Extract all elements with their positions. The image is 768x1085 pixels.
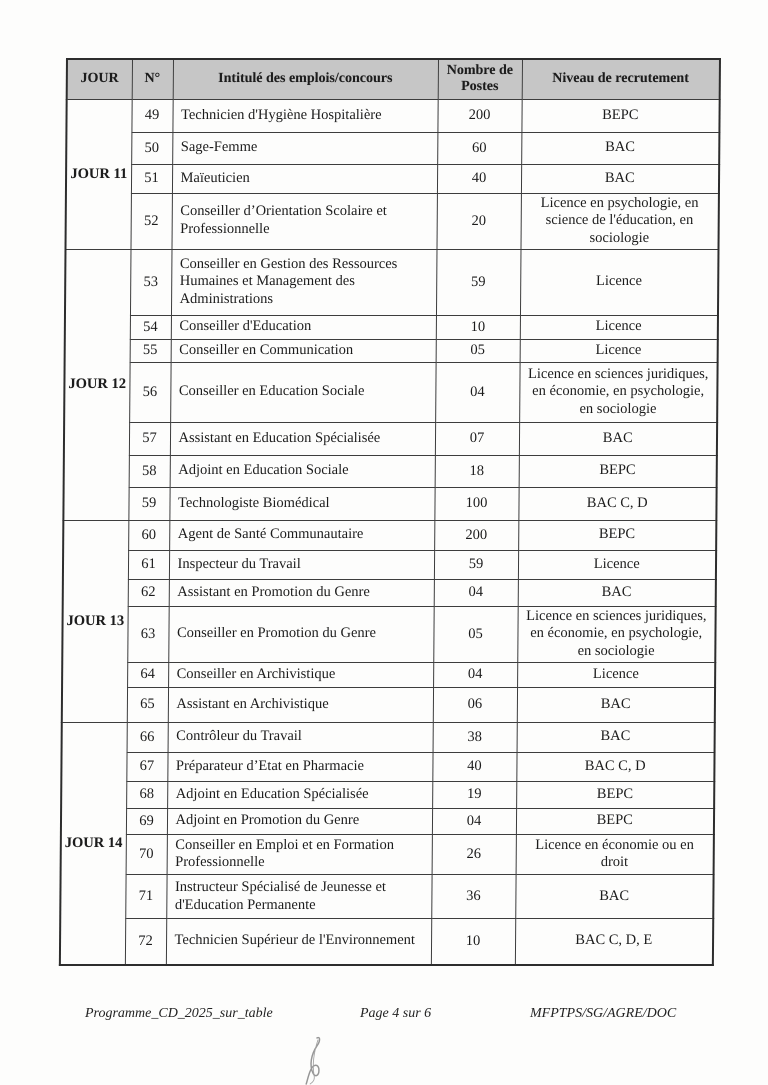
table-row: [66, 132, 719, 164]
row-number: 62: [128, 579, 169, 606]
recruitment-level: Licence: [520, 249, 719, 315]
table-row: [61, 834, 714, 874]
recruitment-level: Licence en sciences juridiques, en économie, en psychologie, en sociologie: [519, 362, 717, 422]
job-title: Conseiller en Communication: [171, 339, 436, 362]
col-header-niveau: Niveau de recrutement: [522, 59, 720, 99]
table-row: [62, 662, 715, 687]
post-count: 10: [436, 315, 520, 339]
page-footer: [0, 1006, 768, 1028]
row-number: 49: [131, 99, 172, 132]
post-count: 18: [435, 455, 519, 487]
job-title: Conseiller en Emploi et en Formation Professionnelle: [167, 834, 432, 874]
recruitment-level: Licence en sciences juridiques, en économie, en psychologie, en sociologie: [517, 606, 715, 662]
job-title: Inspecteur du Travail: [169, 550, 434, 579]
table-row: [61, 752, 714, 781]
post-count: 07: [435, 422, 519, 455]
recruitment-level: Licence: [517, 662, 715, 687]
row-number: 55: [130, 339, 171, 362]
job-title: Maïeuticien: [172, 164, 437, 193]
post-count: 26: [432, 834, 516, 874]
post-count: 59: [434, 550, 518, 579]
table-row: [65, 339, 718, 362]
job-title: Adjoint en Education Spécialisée: [167, 781, 432, 808]
row-number: 56: [129, 362, 170, 422]
post-count: 05: [436, 339, 520, 362]
recruitment-schedule-table: [59, 58, 721, 966]
row-number: 54: [130, 315, 171, 339]
recruitment-level: BAC: [519, 422, 717, 455]
job-title: Agent de Santé Communautaire: [169, 520, 434, 550]
job-title: Conseiller en Gestion des Ressources Humaines et Management des Administrations: [171, 249, 437, 315]
row-number: 65: [127, 687, 168, 722]
post-count: 40: [437, 164, 521, 193]
job-title: Assistant en Archivistique: [168, 687, 433, 722]
col-header-intitule: Intitulé des emplois/concours: [173, 59, 438, 99]
job-title: Technologiste Biomédical: [169, 487, 434, 520]
row-number: 60: [128, 520, 169, 550]
post-count: 38: [433, 722, 517, 752]
job-title: Conseiller d’Orientation Scolaire et Professionnelle: [171, 193, 436, 249]
row-number: 70: [126, 834, 167, 874]
post-count: 04: [433, 662, 517, 687]
row-number: 63: [127, 606, 168, 662]
job-title: Conseiller en Education Sociale: [170, 362, 435, 422]
header-row: [67, 59, 720, 99]
recruitment-level: BEPC: [518, 520, 716, 550]
table-row: [62, 687, 715, 722]
table-row: [65, 193, 718, 249]
row-number: 71: [125, 875, 166, 919]
post-count: 40: [432, 752, 516, 781]
table-row: [60, 919, 713, 965]
job-title: Contrôleur du Travail: [168, 722, 433, 752]
table-row: [61, 808, 714, 834]
post-count: 20: [436, 193, 520, 249]
recruitment-level: Licence: [520, 315, 718, 339]
table-row: [63, 579, 716, 606]
post-count: 100: [434, 487, 518, 520]
row-number: 57: [129, 422, 170, 455]
post-count: 200: [434, 520, 518, 550]
post-count: 60: [437, 132, 521, 164]
recruitment-level: BEPC: [519, 455, 717, 487]
row-number: 61: [128, 550, 169, 579]
row-number: 67: [126, 752, 167, 781]
recruitment-level: BAC: [515, 875, 713, 919]
recruitment-level: Licence: [518, 550, 716, 579]
post-count: 10: [431, 919, 515, 965]
row-number: 53: [130, 249, 172, 315]
job-title: Conseiller en Archivistique: [168, 662, 433, 687]
jour-group-label: JOUR 11: [65, 99, 131, 249]
job-title: Technicien Supérieur de l'Environnement: [166, 919, 431, 965]
recruitment-level: BAC: [517, 687, 715, 722]
footer-reference: MFPTPS/SG/AGRE/DOC: [530, 1006, 677, 1021]
table-row: [66, 99, 719, 132]
post-count: 200: [437, 99, 521, 132]
table-body: [60, 99, 720, 965]
col-header-jour: JOUR: [67, 59, 132, 99]
post-count: 04: [434, 579, 518, 606]
recruitment-level: BEPC: [516, 781, 714, 808]
col-header-numero: N°: [132, 59, 173, 99]
row-number: 66: [127, 722, 168, 752]
jour-group-label: JOUR 14: [60, 722, 127, 964]
job-title: Adjoint en Promotion du Genre: [167, 808, 432, 834]
row-number: 69: [126, 808, 167, 834]
job-title: Adjoint en Education Sociale: [170, 455, 435, 487]
recruitment-level: BAC C, D: [516, 752, 714, 781]
recruitment-level: BEPC: [516, 808, 714, 834]
row-number: 50: [131, 132, 172, 164]
pen-scribble-mark: [296, 1036, 336, 1085]
job-title: Technicien d'Hygiène Hospitalière: [172, 99, 437, 132]
job-title: Assistant en Promotion du Genre: [169, 579, 434, 606]
recruitment-level: BAC C, D: [518, 487, 716, 520]
recruitment-level: BAC: [521, 132, 719, 164]
table-row: [60, 875, 713, 919]
table-header: [67, 59, 720, 99]
table-row: [64, 455, 717, 487]
post-count: 04: [435, 362, 519, 422]
row-number: 59: [128, 487, 169, 520]
recruitment-level: BEPC: [521, 99, 719, 132]
table-row: [63, 550, 716, 579]
recruitment-level: Licence en psychologie, en science de l'éducation, en sociologie: [520, 193, 718, 249]
table-row: [63, 487, 716, 520]
row-number: 64: [127, 662, 168, 687]
job-title: Préparateur d’Etat en Pharmacie: [167, 752, 432, 781]
table-row: [63, 520, 716, 550]
table-row: [62, 606, 715, 662]
job-title: Instructeur Spécialisé de Jeunesse et d'Education Permanente: [166, 875, 431, 919]
post-count: 59: [436, 249, 521, 315]
recruitment-level: Licence en économie ou en droit: [516, 834, 714, 874]
post-count: 19: [432, 781, 516, 808]
row-number: 72: [125, 919, 166, 965]
table-row: [65, 315, 718, 339]
row-number: 68: [126, 781, 167, 808]
post-count: 04: [432, 808, 516, 834]
table-row: [61, 781, 714, 808]
table-row: [65, 249, 719, 315]
job-title: Conseiller en Promotion du Genre: [168, 606, 433, 662]
job-title: Sage-Femme: [172, 132, 437, 164]
footer-filename: Programme_CD_2025_sur_table: [85, 1006, 273, 1021]
recruitment-level: BAC C, D, E: [515, 919, 713, 965]
post-count: 05: [433, 606, 517, 662]
recruitment-level: BAC: [517, 722, 715, 752]
row-number: 51: [131, 164, 172, 193]
jour-group-label: JOUR 12: [63, 249, 130, 520]
recruitment-level: BAC: [518, 579, 716, 606]
row-number: 52: [130, 193, 171, 249]
table-row: [66, 164, 719, 193]
col-header-postes: Nombre de Postes: [438, 59, 522, 99]
recruitment-level: Licence: [520, 339, 718, 362]
post-count: 06: [433, 687, 517, 722]
recruitment-level: BAC: [521, 164, 719, 193]
table-row: [64, 422, 717, 455]
row-number: 58: [129, 455, 170, 487]
jour-group-label: JOUR 13: [62, 520, 129, 722]
job-title: Conseiller d'Education: [171, 315, 436, 339]
post-count: 36: [431, 875, 515, 919]
footer-page-number: Page 4 sur 6: [360, 1006, 432, 1021]
table-row: [64, 362, 717, 422]
table-container: [59, 58, 721, 966]
job-title: Assistant en Education Spécialisée: [170, 422, 435, 455]
table-row: [62, 722, 715, 752]
